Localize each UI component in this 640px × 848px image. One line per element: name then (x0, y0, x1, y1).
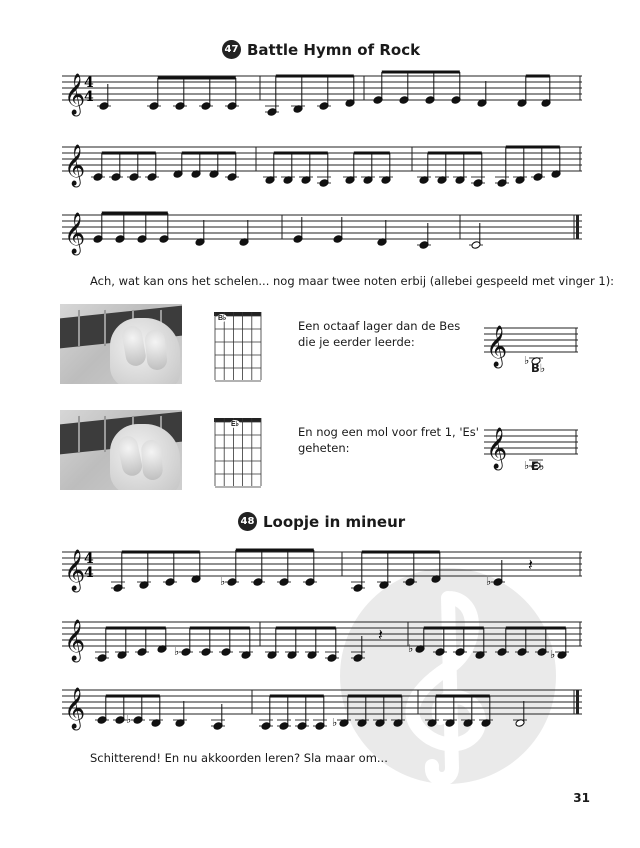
flat-sign: ♭ (524, 459, 530, 472)
flat-sign: ♭ (486, 575, 492, 588)
time-signature-top: 4 (84, 75, 94, 91)
music-staff (62, 678, 582, 738)
description-line: geheten: (298, 441, 350, 455)
music-staff (62, 135, 582, 195)
treble-clef-icon: 𝄞 (64, 620, 86, 661)
music-staff (62, 540, 582, 600)
time-signature-bottom: 4 (84, 89, 94, 105)
flat-sign: ♭ (126, 713, 132, 726)
treble-clef-icon: 𝄞 (486, 326, 508, 367)
closing-text: Schitterend! En nu akkoorden leren? Sla maar om... (90, 751, 388, 765)
staff-row (62, 64, 582, 124)
number-circle-icon: 48 (238, 512, 257, 531)
description-line: Een octaaf lager dan de Bes (298, 319, 461, 333)
description-line: die je eerder leerde: (298, 335, 415, 349)
b-flat-description (298, 318, 460, 350)
fret-chart-label: B♭ (218, 315, 227, 322)
fret-chart-b-flat (213, 310, 263, 382)
note-name-b-flat: B♭ (531, 361, 546, 375)
treble-clef-icon: 𝄞 (64, 213, 86, 254)
music-staff (62, 203, 582, 263)
fret-chart-e-flat (213, 416, 263, 488)
hand-photo-e-flat (60, 410, 182, 490)
treble-clef-icon: 𝄞 (64, 145, 86, 186)
staff-row (62, 610, 582, 670)
note-name-e-flat: E♭ (531, 459, 545, 473)
quarter-rest: 𝄽 (378, 625, 383, 644)
intro-text: Ach, wat kan ons het schelen... nog maar twee noten erbij (allebei gespeeld met vinger 1): (90, 274, 615, 288)
quarter-rest: 𝄽 (528, 555, 533, 574)
staff-row (62, 135, 582, 195)
time-signature-top: 4 (84, 551, 94, 567)
description-line: En nog een mol voor fret 1, 'Es' (298, 425, 479, 439)
piece-title-text: Loopje in mineur (263, 512, 406, 531)
staff-row (62, 203, 582, 263)
time-signature-bottom: 4 (84, 565, 94, 581)
piece-title-47 (222, 40, 420, 59)
flat-sign: ♭ (524, 354, 530, 367)
fret-chart-label: E♭ (231, 421, 239, 428)
treble-clef-icon: 𝄞 (64, 550, 86, 591)
staff-row (62, 540, 582, 600)
music-staff (62, 64, 582, 124)
music-staff (62, 610, 582, 670)
staff-row (62, 678, 582, 738)
treble-clef-icon: 𝄞 (64, 688, 86, 729)
flat-sign: ♭ (408, 642, 414, 655)
number-circle-icon: 47 (222, 40, 241, 59)
flat-sign: ♭ (550, 648, 556, 661)
piece-title-text: Battle Hymn of Rock (247, 40, 421, 59)
piece-title-48 (238, 512, 405, 531)
treble-clef-icon: 𝄞 (64, 74, 86, 115)
treble-clef-icon: 𝄞 (486, 428, 508, 469)
flat-sign: ♭ (174, 645, 180, 658)
flat-sign: ♭ (220, 575, 226, 588)
page-number: 31 (573, 791, 590, 805)
hand-photo-b-flat (60, 304, 182, 384)
flat-sign: ♭ (332, 716, 338, 729)
e-flat-description (298, 424, 479, 456)
